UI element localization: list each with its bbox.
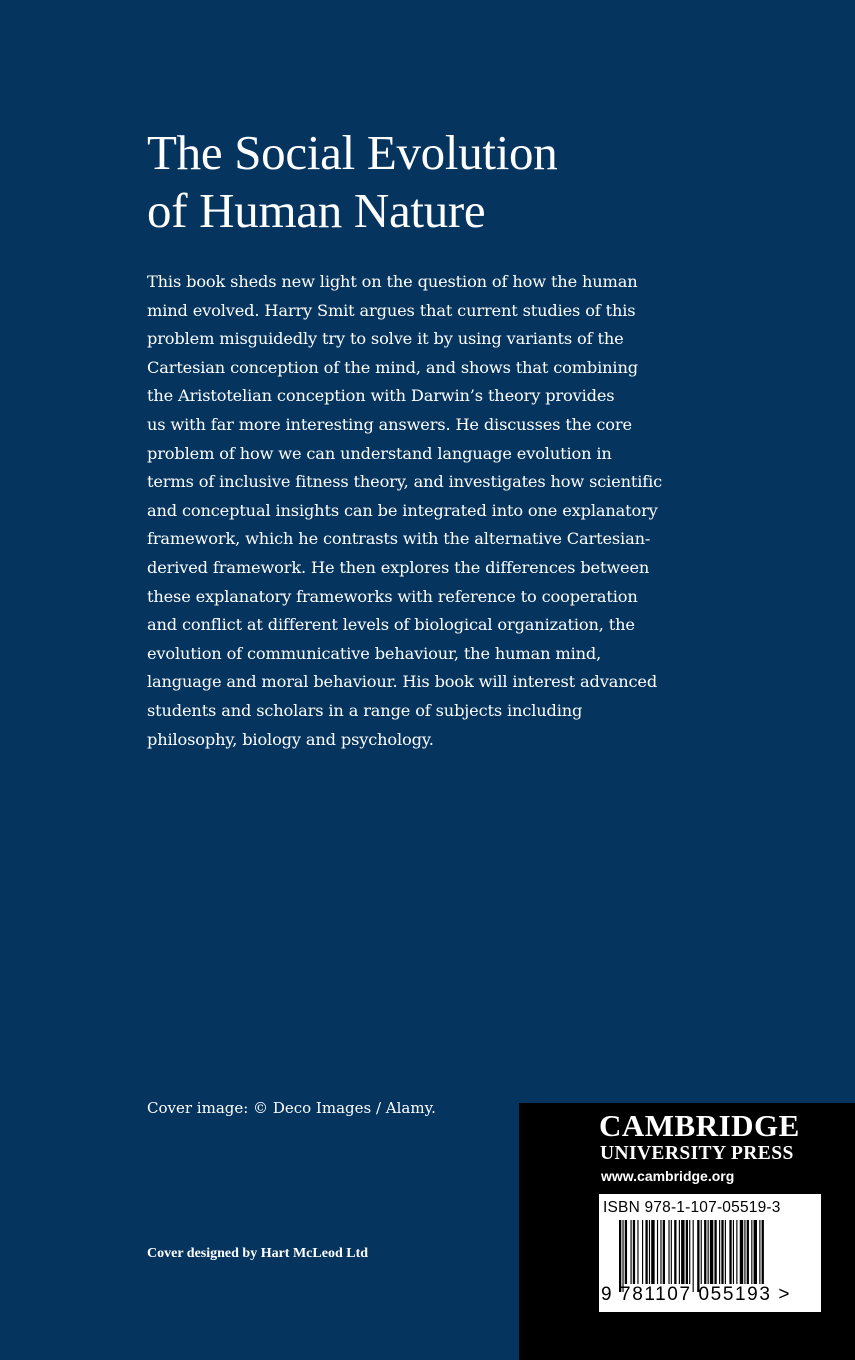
description-line: mind evolved. Harry Smit argues that current studies of this — [147, 300, 636, 320]
barcode-bar — [671, 1220, 672, 1284]
barcode-bar — [625, 1220, 627, 1284]
barcode-digits: 9 781107 055193 > — [601, 1284, 792, 1305]
barcode-bar — [762, 1220, 764, 1284]
description-line: derived framework. He then explores the differences between — [147, 557, 650, 577]
barcode-bar — [649, 1220, 650, 1284]
barcode-bar — [651, 1220, 654, 1284]
barcode-bar — [721, 1220, 723, 1284]
publisher-logo-subname: UNIVERSITY PRESS — [600, 1143, 794, 1164]
barcode-bar — [729, 1220, 731, 1284]
book-description — [147, 268, 707, 754]
barcode-bar — [686, 1220, 688, 1284]
barcode-bar — [759, 1220, 760, 1284]
publisher-panel — [519, 1103, 855, 1360]
description-line: Cartesian conception of the mind, and shows that combining — [147, 357, 638, 377]
barcode-bar — [751, 1220, 752, 1284]
barcode-bar — [681, 1220, 684, 1284]
barcode-bar — [693, 1220, 694, 1292]
description-line: and conceptual insights can be integrated into one explanatory — [147, 500, 658, 520]
title-line-1: The Social Evolution — [147, 125, 558, 180]
isbn-number: ISBN 978-1-107-05519-3 — [603, 1199, 781, 1216]
barcode-bar — [619, 1220, 621, 1292]
description-line: language and moral behaviour. His book will interest advanced — [147, 672, 658, 692]
barcode-bar — [714, 1220, 716, 1284]
barcode-bar — [689, 1220, 690, 1284]
barcode-bar — [674, 1220, 676, 1284]
barcode-bar — [657, 1220, 658, 1284]
book-title — [147, 124, 787, 240]
barcode-bar — [708, 1220, 709, 1284]
description-line: problem of how we can understand language evolution in — [147, 443, 612, 463]
barcode-bar — [631, 1220, 632, 1284]
barcode-bar — [704, 1220, 706, 1284]
barcode-bar — [679, 1220, 680, 1284]
description-line: us with far more interesting answers. He discusses the core — [147, 414, 632, 434]
barcode-bar — [645, 1220, 647, 1284]
barcode-bar — [744, 1220, 745, 1284]
barcode-bar — [663, 1220, 665, 1284]
barcode-bar — [733, 1220, 734, 1284]
cover-image-credit: Cover image: © Deco Images / Alamy. — [147, 1099, 436, 1117]
barcode-bar — [622, 1220, 623, 1292]
description-line: philosophy, biology and psychology. — [147, 729, 434, 749]
barcode-bar — [736, 1220, 737, 1284]
barcode-bar — [754, 1220, 757, 1284]
barcode-bar — [747, 1220, 749, 1284]
barcode-bar — [740, 1220, 743, 1284]
publisher-url: www.cambridge.org — [601, 1168, 735, 1184]
barcode-bar — [642, 1220, 643, 1284]
barcode-bar — [668, 1220, 669, 1284]
barcode-bar — [725, 1220, 726, 1284]
barcode-bar — [697, 1220, 699, 1292]
description-line: and conflict at different levels of biological organization, the — [147, 615, 635, 635]
description-line: framework, which he contrasts with the alternative Cartesian- — [147, 529, 651, 549]
description-line: This book sheds new light on the question of how the human — [147, 272, 638, 291]
description-line: these explanatory frameworks with reference to cooperation — [147, 586, 638, 606]
description-line: problem misguidedly try to solve it by using variants of the — [147, 329, 624, 349]
title-line-2: of Human Nature — [147, 183, 486, 238]
barcode-bar — [660, 1220, 661, 1284]
barcode-bar — [637, 1220, 638, 1284]
publisher-logo-name: CAMBRIDGE — [599, 1108, 800, 1143]
barcode-bar — [719, 1220, 720, 1284]
cover-design-credit: Cover designed by Hart McLeod Ltd — [147, 1246, 369, 1261]
isbn-barcode — [599, 1194, 821, 1312]
description-line: the Aristotelian conception with Darwin’s theory provides — [147, 386, 615, 406]
barcode-bar — [710, 1220, 713, 1284]
barcode-bar — [701, 1220, 702, 1284]
description-line: terms of inclusive fitness theory, and investigates how scientific — [147, 472, 663, 492]
description-line: students and scholars in a range of subjects including — [147, 700, 583, 720]
description-line: evolution of communicative behaviour, the human mind, — [147, 643, 602, 663]
barcode-bar — [633, 1220, 635, 1284]
